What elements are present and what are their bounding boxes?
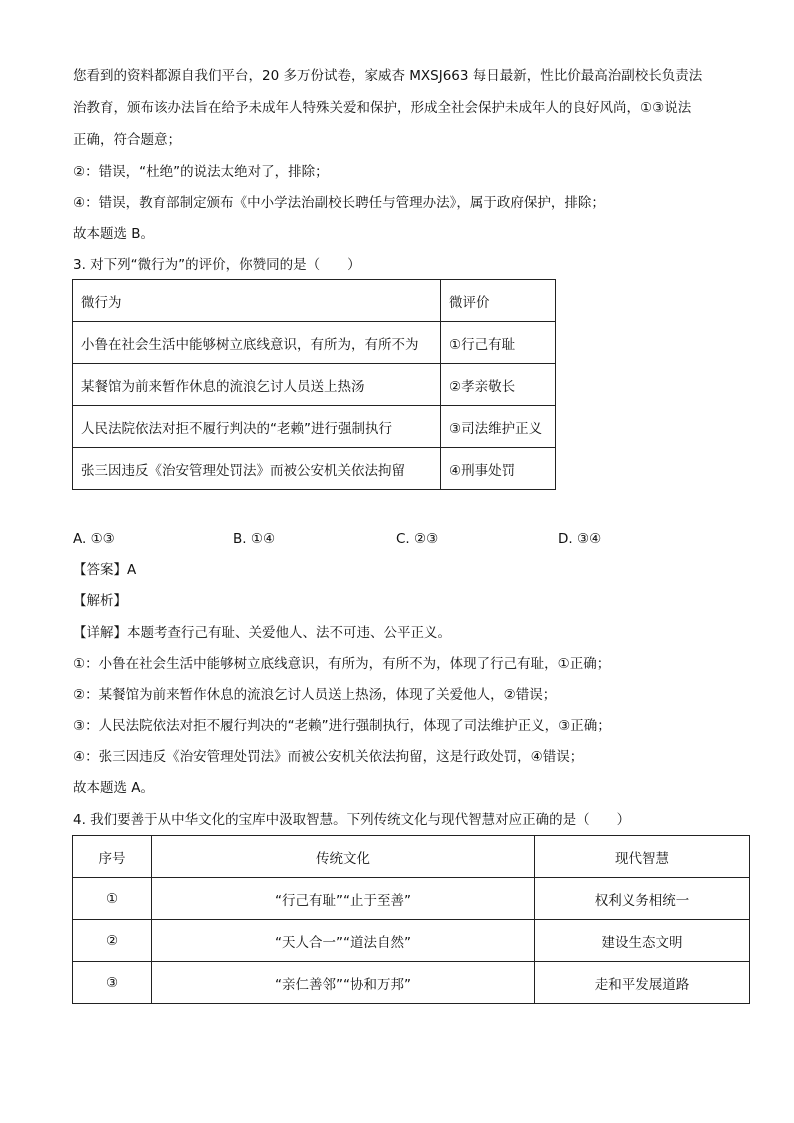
table-header-cell: 现代智慧 <box>535 836 750 878</box>
table-row <box>73 406 556 448</box>
table-cell: ④刑事处罚 <box>441 448 556 490</box>
table-header-cell: 传统文化 <box>152 836 535 878</box>
table-header-row <box>73 836 750 878</box>
question-3: 3. 对下列“微行为”的评价，你赞同的是（ ） <box>73 257 361 273</box>
table-cell: ③ <box>73 962 152 1004</box>
table-row <box>73 448 556 490</box>
table-question-4 <box>72 835 750 1004</box>
table-question-3 <box>72 279 556 490</box>
detail-item-1: ①：小鲁在社会生活中能够树立底线意识，有所为，有所不为，体现了行己有耻，①正确； <box>73 656 611 672</box>
table-cell: “行己有耻”“止于至善” <box>152 878 535 920</box>
conclusion-line: 故本题选 A。 <box>73 780 155 796</box>
table-row <box>73 962 750 1004</box>
option-d: D. ③④ <box>558 531 602 547</box>
table-header-cell: 微评价 <box>441 280 556 322</box>
detail-line: 【详解】本题考查行己有耻、关爱他人、法不可违、公平正义。 <box>73 625 451 641</box>
table-header-cell: 序号 <box>73 836 152 878</box>
detail-item-2: ②：某餐馆为前来暂作休息的流浪乞讨人员送上热汤，体现了关爱他人，②错误； <box>73 687 557 703</box>
table-cell: 某餐馆为前来暂作休息的流浪乞讨人员送上热汤 <box>73 364 441 406</box>
table-row <box>73 322 556 364</box>
table-cell: ①行己有耻 <box>441 322 556 364</box>
option-b: B. ①④ <box>233 531 276 547</box>
text-line: 正确，符合题意； <box>73 132 181 148</box>
text-line: ②：错误，“杜绝”的说法太绝对了，排除； <box>73 164 329 180</box>
detail-item-4: ④：张三因违反《治安管理处罚法》而被公安机关依法拘留，这是行政处罚，④错误； <box>73 749 584 765</box>
table-cell: 张三因违反《治安管理处罚法》而被公安机关依法拘留 <box>73 448 441 490</box>
text-line: 您看到的资料都源自我们平台，20 多万份试卷，家威杏 MXSJ663 每日最新，性比价最高治副校长负责法 <box>73 68 703 84</box>
table-cell: 权利义务相统一 <box>535 878 750 920</box>
table-cell: “天人合一”“道法自然” <box>152 920 535 962</box>
question-4: 4. 我们要善于从中华文化的宝库中汲取智慧。下列传统文化与现代智慧对应正确的是（ ） <box>73 812 631 828</box>
analysis-tag: 【解析】 <box>73 593 127 609</box>
option-a: A. ①③ <box>73 531 115 547</box>
table-cell: 建设生态文明 <box>535 920 750 962</box>
table-row <box>73 364 556 406</box>
table-row <box>73 920 750 962</box>
table-cell: “亲仁善邻”“协和万邦” <box>152 962 535 1004</box>
table-header-cell: 微行为 <box>73 280 441 322</box>
table-cell: 走和平发展道路 <box>535 962 750 1004</box>
table-cell: 小鲁在社会生活中能够树立底线意识，有所为，有所不为 <box>73 322 441 364</box>
text-line: ④：错误，教育部制定颁布《中小学法治副校长聘任与管理办法》，属于政府保护，排除； <box>73 195 605 211</box>
text-line: 故本题选 B。 <box>73 226 155 242</box>
detail-item-3: ③：人民法院依法对拒不履行判决的“老赖”进行强制执行，体现了司法维护正义，③正确； <box>73 718 611 734</box>
table-row <box>73 878 750 920</box>
table-cell: 人民法院依法对拒不履行判决的“老赖”进行强制执行 <box>73 406 441 448</box>
table-cell: ③司法维护正义 <box>441 406 556 448</box>
text-line: 治教育，颁布该办法旨在给予未成年人特殊关爱和保护，形成全社会保护未成年人的良好风尚，①③说法 <box>73 100 692 116</box>
table-cell: ① <box>73 878 152 920</box>
table-cell: ②孝亲敬长 <box>441 364 556 406</box>
table-cell: ② <box>73 920 152 962</box>
answer-line: 【答案】A <box>73 562 137 578</box>
option-c: C. ②③ <box>396 531 439 547</box>
table-header-row <box>73 280 556 322</box>
